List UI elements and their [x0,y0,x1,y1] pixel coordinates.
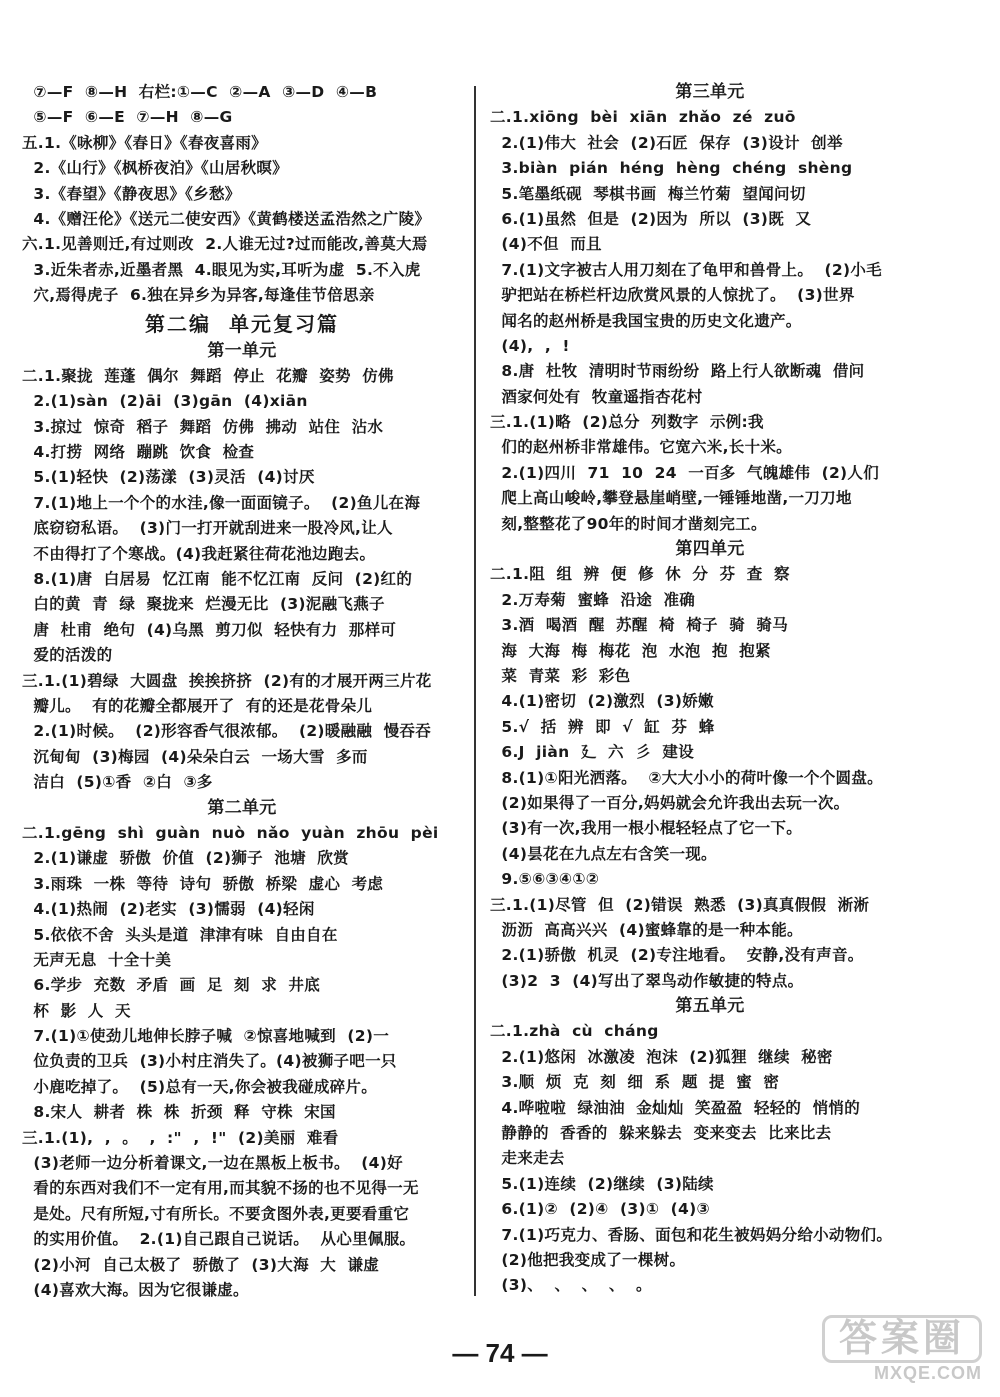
text-line: 唐 杜甫 绝句 (4)乌黑 剪刀似 轻快有力 那样可 [22,620,397,639]
text-line: 海 大海 梅 梅花 泡 水泡 抱 抱紧 [490,641,771,660]
right-column [490,80,930,1299]
text-line: 4.《赠汪伦》《送元二使安西》《黄鹤楼送孟浩然之广陵》 [22,209,431,228]
text-line: 二.1.xiōng bèi xiān zhǎo zé zuō [490,108,796,127]
text-line: 白的黄 青 绿 聚拢来 烂漫无比 (3)泥融飞燕子 [22,595,385,614]
text-line: 4.打捞 网络 蹦跳 饮食 检查 [22,443,255,462]
text-line: 二.1.阻 组 辨 便 修 休 分 芬 查 察 [490,565,790,584]
text-line: 5.笔墨纸砚 琴棋书画 梅兰竹菊 望闻问切 [490,184,806,203]
text-line: 7.(1)文字被古人用刀刻在了龟甲和兽骨上。 (2)小毛 [490,260,882,279]
text-line: 洁白 (5)①香 ②白 ③多 [22,773,213,792]
text-line: 3.近朱者赤,近墨者黑 4.眼见为实,耳听为虚 5.不入虎 [22,260,421,279]
text-line: 三.1.(1), , 。 , :" , !" (2)美丽 难看 [22,1128,339,1147]
text-line: 5.(1)连续 (2)继续 (3)陆续 [490,1174,714,1193]
text-line: (3)有一次,我用一根小棍轻轻点了它一下。 [490,819,803,838]
text-line: 3.酒 喝酒 醒 苏醒 椅 椅子 骑 骑马 [490,616,789,635]
section-heading: 第二单元 [207,797,277,818]
text-line: 8.(1)唐 白居易 忆江南 能不忆江南 反问 (2)红的 [22,570,413,589]
text-line: 刻,整整花了90年的时间才凿刻完工。 [490,514,767,533]
part-heading: 第二编 单元复习篇 [145,311,339,336]
text-line: 7.(1)巧克力、香肠、面包和花生被妈妈分给小动物们。 [490,1225,893,1244]
text-line: 沥沥 高高兴兴 (4)蜜蜂靠的是一种本能。 [490,920,803,939]
text-line: 闻名的赵州桥是我国宝贵的历史文化遗产。 [490,311,802,330]
text-line: 沉甸甸 (3)梅园 (4)朵朵白云 一场大雪 多而 [22,747,368,766]
text-line: 二.1.聚拢 莲蓬 偶尔 舞蹈 停止 花瓣 姿势 仿佛 [22,366,394,385]
text-line: 2.万寿菊 蜜蜂 沿途 准确 [490,590,696,609]
text-line: 走来走去 [490,1149,565,1168]
text-line: 瓣儿。 有的花瓣全都展开了 有的还是花骨朵儿 [22,696,373,715]
text-line: 爱的活泼的 [22,646,113,665]
text-line: 5.(1)轻快 (2)荡漾 (3)灵活 (4)讨厌 [22,468,315,487]
text-line: 4.(1)热闹 (2)老实 (3)懦弱 (4)轻闲 [22,900,315,919]
text-line: (2)如果得了一百分,妈妈就会允许我出去玩一次。 [490,793,850,812]
text-line: 六.1.见善则迁,有过则改 2.人谁无过?过而能改,善莫大焉 [22,235,428,254]
text-line: 们的赵州桥非常雄伟。它宽六米,长十米。 [490,438,792,457]
watermark-main: 答案圈 [822,1315,982,1363]
text-line: (4)昙花在九点左右含笑一现。 [490,844,717,863]
text-line: (4)喜欢大海。因为它很谦虚。 [22,1280,249,1299]
section-heading: 第一单元 [207,340,277,361]
text-line: 二.1.gēng shì guàn nuò nǎo yuàn zhōu pèi [22,823,439,842]
text-line: 爬上高山峻岭,攀登悬崖峭壁,一锤锤地凿,一刀刀地 [490,489,852,508]
section-heading: 第三单元 [675,82,745,102]
text-line: 3.《春望》《静夜思》《乡愁》 [22,184,241,203]
column-divider [474,86,476,1296]
text-line: 三.1.(1)尽管 但 (2)错误 熟悉 (3)真真假假 淅淅 [490,895,870,914]
text-line: 底窃窃私语。 (3)门一打开就刮进来一股冷风,让人 [22,519,393,538]
text-line: 2.(1)时候。 (2)形容香气很浓郁。 (2)暖融融 慢吞吞 [22,722,432,741]
text-line: 穴,焉得虎子 6.独在异乡为异客,每逢佳节倍思亲 [22,286,375,305]
text-line: 8.宋人 耕者 株 株 折颈 释 守株 宋国 [22,1103,336,1122]
text-line: (3)、 、 、 、 。 [490,1276,652,1295]
text-line: 是处。尺有所短,寸有所长。不要贪图外表,更要看重它 [22,1204,410,1223]
text-line: 6.(1)② (2)④ (3)① (4)③ [490,1200,710,1219]
text-line: 二.1.zhà cù cháng [490,1022,659,1041]
text-line: 2.(1)悠闲 冰激凌 泡沫 (2)狐狸 继续 秘密 [490,1047,833,1066]
text-line: 4.(1)密切 (2)激烈 (3)娇嫩 [490,692,714,711]
watermark-sub: MXQE.COM [873,1363,982,1383]
text-line: (2)小河 自己太极了 骄傲了 (3)大海 大 谦虚 [22,1255,380,1274]
section-heading: 第四单元 [675,539,745,560]
text-line: 2.《山行》《枫桥夜泊》《山居秋暝》 [22,159,288,178]
section-heading: 第五单元 [675,996,745,1017]
text-line: 2.(1)谦虚 骄傲 价值 (2)狮子 池塘 欣赏 [22,849,349,868]
text-line: (3)2 3 (4)写出了翠鸟动作敏捷的特点。 [490,971,804,990]
text-line: (4)不但 而且 [490,235,602,254]
text-line: 2.(1)骄傲 机灵 (2)专注地看。 安静,没有声音。 [490,946,864,965]
text-line: 3.biàn pián héng hèng chéng shèng [490,159,853,178]
text-line: 看的东西对我们不一定有用,而其貌不扬的也不见得一无 [22,1179,419,1198]
text-line: (3)老师一边分析着课文,一边在黑板上板书。 (4)好 [22,1154,403,1173]
text-line: (4), , ! [490,336,570,355]
text-line: 3.掠过 惊奇 稻子 舞蹈 仿佛 拂动 站住 沾水 [22,417,384,436]
text-line: ⑦—F ⑧—H 右栏:①—C ②—A ③—D ④—B [22,83,378,101]
text-line: 5.√ 括 辨 即 √ 缸 芬 蜂 [490,717,715,736]
text-line: 2.(1)sàn (2)āi (3)gān (4)xiān [22,392,308,411]
text-line: 7.(1)①使劲儿地伸长脖子喊 ②惊喜地喊到 (2)一 [22,1027,390,1046]
text-line: 3.顺 烦 克 刻 细 系 题 提 蜜 密 [490,1073,780,1092]
text-line: 杯 影 人 天 [22,1001,131,1020]
text-line: ⑤—F ⑥—E ⑦—H ⑧—G [22,108,233,127]
page-number: — 74 — [452,1338,548,1368]
text-line: 4.哗啦啦 绿油油 金灿灿 笑盈盈 轻轻的 悄悄的 [490,1098,861,1117]
text-line: 三.1.(1)略 (2)总分 列数字 示例:我 [490,413,764,432]
text-line: 8.(1)①阳光洒落。 ②大大小小的荷叶像一个个圆盘。 [490,768,883,787]
text-line: 无声无息 十全十美 [22,950,172,969]
text-line: 酒家何处有 牧童遥指杏花村 [490,387,703,406]
text-line: 三.1.(1)碧绿 大圆盘 挨挨挤挤 (2)有的才展开两三片花 [22,671,432,690]
text-line: 五.1.《咏柳》《春日》《春夜喜雨》 [22,133,267,152]
text-line: 3.雨珠 一株 等待 诗句 骄傲 桥梁 虚心 考虑 [22,874,384,893]
text-line: 的实用价值。 2.(1)自己跟自己说话。 从心里佩服。 [22,1230,416,1249]
text-line: 5.依依不舍 头头是道 津津有味 自由自在 [22,925,338,944]
text-line: 菜 青菜 彩 彩色 [490,666,631,685]
text-line: (2)他把我变成了一棵树。 [490,1250,686,1269]
text-line: 静静的 香香的 躲来躲去 变来变去 比来比去 [490,1124,832,1143]
text-line: 6.(1)虽然 但是 (2)因为 所以 (3)既 又 [490,209,812,228]
left-column [22,80,462,1303]
text-line: 不由得打了个寒战。(4)我赶紧往荷花池边跑去。 [22,544,376,563]
text-line: 6.J jiàn 廴 六 彡 建设 [490,743,695,762]
text-line: 小鹿吃掉了。 (5)总有一天,你会被我碰成碎片。 [22,1077,378,1096]
text-line: 2.(1)伟大 社会 (2)石匠 保存 (3)设计 创举 [490,133,843,152]
text-line: 驴把站在桥栏杆边欣赏风景的人惊扰了。 (3)世界 [490,286,855,305]
text-line: 位负责的卫兵 (3)小村庄消失了。(4)被狮子吧一只 [22,1052,397,1071]
text-line: 2.(1)四川 71 10 24 一百多 气魄雄伟 (2)人们 [490,463,880,482]
text-line: 8.唐 杜牧 清明时节雨纷纷 路上行人欲断魂 借问 [490,362,865,381]
text-line: 7.(1)地上一个个的水洼,像一面面镜子。 (2)鱼儿在海 [22,493,421,512]
text-line: 6.学步 充数 矛盾 画 足 刻 求 井底 [22,976,321,995]
watermark-logo [822,1315,982,1387]
text-line: 9.⑤⑥③④①② [490,870,600,889]
